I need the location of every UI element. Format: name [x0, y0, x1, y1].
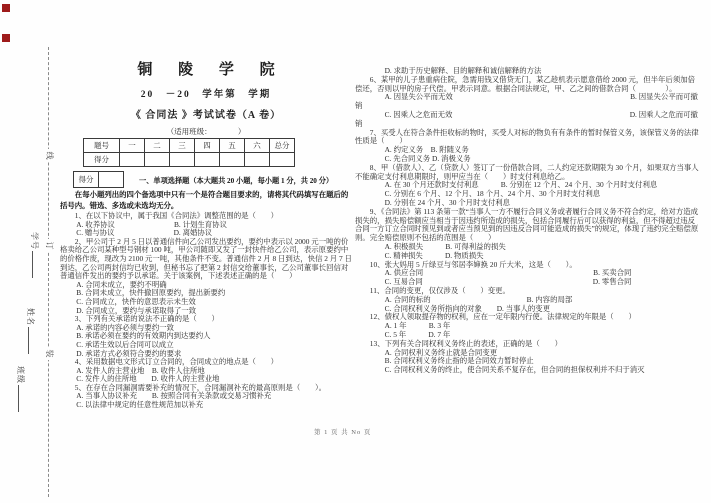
red-corner-mark: [2, 4, 10, 12]
score-cell: [270, 153, 295, 167]
option-line: C. 互易合同 D. 零售合同: [384, 277, 632, 287]
option-line: B. 合同未成立，快件撤回原要约，提出新要约: [76, 288, 226, 298]
score-col-2: 二: [145, 139, 170, 153]
option-line: A. 积极损失 B. 可得利益的损失: [384, 241, 506, 251]
question-stem: 4、采用数据电文形式订立合同的，合同成立的地点是（ ）: [74, 357, 279, 367]
option-line: C. 精神损失 D. 物质损失: [384, 250, 484, 260]
page-number-footer: 第 1 页 共 No 页: [314, 429, 372, 436]
question: [355, 313, 702, 339]
student-name-blank: [28, 327, 37, 354]
score-cell: [145, 153, 170, 167]
score-cell: [120, 153, 145, 167]
question: [355, 208, 702, 261]
questions-right-column: [355, 67, 702, 375]
student-name-field: [25, 308, 37, 354]
option-line: C. 承诺生效以后合同可以成立: [76, 339, 174, 349]
question: [355, 287, 702, 313]
question-stem: 8、甲（借款人）、乙（贷款人）签订了一份借款合同，二人约定还款期限为 30 个月，如果双方当事人不能确定支付利息期限时，则甲应当在（ ）时支付利息给乙。: [355, 162, 699, 181]
option-line: A. 合同未成立，要约不明确: [76, 279, 167, 289]
question-stem: 6、某甲的儿子患重病住院，急需用钱又借贷无门，某乙趁机表示愿意借给 2000 元，但半年后须加倍偿还，否则以甲的房子代偿。甲表示同意。根据合同法规定，甲、乙之间的借款合同（ ）。: [355, 74, 695, 93]
option-line: C. 赠与协议 D. 离婚协议: [76, 228, 213, 238]
section-score-label: 得分: [74, 172, 99, 188]
option-line: A. 供应合同 B. 买卖合同: [384, 268, 632, 278]
score-col-3: 三: [170, 139, 195, 153]
option-line: C. 发件人的住所地 D. 收件人的主营业地: [76, 374, 220, 384]
score-summary-table: [83, 138, 295, 167]
question: [355, 261, 702, 287]
option-line: D. 分别在 24 个月、30 个月时支付利息: [384, 197, 511, 207]
binding-char-ding: 订: [44, 239, 55, 252]
question-stem: 9、《合同法》第 113 条第一款“当事人一方不履行合同义务或者履行合同义务不符合约定，给对方造成损失的，损失赔偿额应当相当于因违约所造成的损失，包括合同履行后可以获得的利益，但不得超过违反合同一方订立合同时预见到或者应当预见到的因违反合同可能造成的损失”的规定，体现了违约完全赔偿原则。完全赔偿原则不包括的范围是（ ）: [355, 206, 699, 243]
score-cell: [195, 153, 220, 167]
question-stem: 1、在以下协议中，属于我国《合同法》调整范围的是（ ）: [74, 211, 279, 220]
question-stem: 2、甲公司于 2 月 5 日以普通信件向乙公司发出要约，要约中表示以 2000 元一吨的价格卖给乙公司某种型号钢材 100 吨，甲公司随即又发了一封快件给乙公司，表示原要约中的价格作废，现改为 2100 元一吨，其他条件不变。普通信件 2 月 8 日到达，快信 2 月 7 日到达，乙公司两封信均已收到，但秘书忘了把第 2 封信交给董事长，乙公司董事长回信对普通信件发出的要约予以承诺。关于该案例，下述表述正确的是（ ）: [60, 236, 352, 281]
exam-title: 《 合同法 》考试试卷（A 卷）: [130, 110, 282, 121]
student-id-label: 学号: [30, 232, 39, 250]
school-name: 铜 陵 学 院: [137, 62, 286, 78]
score-cell: [245, 153, 270, 167]
option-line: C. 以法律中规定的任意性规范加以补充: [76, 400, 204, 410]
section-score-box: [73, 171, 124, 188]
question-stem: 11、合同的变更，仅仅涉及（ ）变更。: [369, 285, 510, 295]
questions-left-column: [60, 212, 353, 410]
option-line: D. 合同成立，要约与承诺取得了一致: [76, 305, 197, 315]
question: [60, 212, 353, 238]
applicable-class-line: （适用班级： ）: [166, 127, 246, 136]
option-line: A. 1 年 B. 3 年: [384, 321, 451, 331]
option-line: C. 合同权利义务的终止，使合同关系不复存在，但合同的担保权利并不归于消灭: [384, 365, 645, 375]
option-line: A. 约定义务 B. 附随义务: [384, 145, 469, 155]
option-line: C. 5 年 D. 7 年: [384, 329, 451, 339]
question: [60, 315, 353, 358]
question-stem: 7、买受人在符合条件拒收标的物时，买受人对标的物负有有条件的暂时保管义务，该保管义务的法律性质是（ ）: [355, 127, 699, 146]
binding-char-xian: 线: [44, 149, 55, 162]
score-col-5: 五: [220, 139, 245, 153]
question: [355, 164, 702, 208]
option-line: B. 承诺必须在要约的有效期内到达要约人: [76, 331, 211, 341]
question-stem: 5、在存在合同漏洞需要补充的情况下，合同漏洞补充的最高原则是（ ）。: [74, 382, 327, 392]
section-one-instructions: 在每小题列出的四个备选项中只有一个是符合题目要求的，请将其代码填写在题后的括号内。错选、多选或未选均无分。: [60, 190, 349, 210]
class-label: 班级: [16, 366, 25, 384]
option-line: A. 承诺的内容必须与要约一致: [76, 322, 174, 332]
score-table-score-row: [84, 153, 295, 167]
question-stem: 13、下列有关合同权利义务终止的表述，正确的是（ ）: [369, 338, 562, 348]
option-line: C. 合同权利义务所指向的对象 D. 当事人的变更: [384, 303, 551, 313]
binding-char-zhuang: 装: [44, 347, 55, 360]
student-id-blank: [32, 251, 41, 278]
class-field: [15, 366, 27, 412]
paper-header: [58, 58, 354, 137]
score-cell: [170, 153, 195, 167]
question: [355, 76, 702, 129]
option-line: A. 在 30 个月还款时支付利息 B. 分别在 12 个月、24 个月、30 个月时支付利息: [384, 180, 658, 190]
score-col-4: 四: [195, 139, 220, 153]
question: [355, 340, 702, 375]
option-line: D. 承诺方式必须符合要约的要求: [76, 348, 182, 358]
option-line: A. 合同权利义务终止就是合同变更: [384, 347, 498, 357]
red-corner-mark: [2, 34, 10, 42]
question: [60, 384, 353, 410]
question-stem: 3、下列有关承诺的说法不正确的是（ ）: [74, 314, 219, 324]
carryover-option-line: D. 求助于历史解释、目的解释和诚信解释的方法: [384, 66, 542, 75]
binding-dashed-line: [45, 47, 54, 497]
option-line: C. 先合同义务 D. 消极义务: [384, 153, 471, 163]
score-col-total: 总分: [270, 139, 295, 153]
question-stem: 10、张大妈用 5 斤绿豆与邻居李婶换 20 斤大米，这是（ ）。: [369, 259, 577, 269]
option-line: C. 因乘人之危而无效 D. 因乘人之危而可撤销: [355, 109, 698, 128]
question: [60, 358, 353, 384]
option-line: B. 合同权利义务终止指的是合同效力暂时停止: [384, 356, 534, 366]
option-line: A. 当事人协议补充 B. 按照合同有关条款或交易习惯补充: [76, 391, 272, 401]
option-line: A. 因显失公平而无效 B. 因显失公平而可撤销: [355, 92, 698, 111]
section-score-blank-cell: [99, 172, 124, 188]
section-one-title: 一、单项选择题（本大题共 20 小题，每小题 1 分，共 20 分）: [139, 177, 334, 185]
question: [60, 238, 353, 315]
option-line: A. 收养协议 B. 计划生育协议: [76, 219, 227, 229]
term-line: 20 －20 学年第 学期: [140, 90, 272, 100]
class-blank: [18, 385, 27, 412]
score-col-6: 六: [245, 139, 270, 153]
option-line: A. 合同的标的 B. 内容的局部: [384, 294, 573, 304]
right-column-questions: [355, 76, 702, 375]
question: [355, 129, 702, 164]
student-id-field: [29, 232, 41, 278]
option-line: A. 发件人的主营业地 B. 收件人住所地: [76, 365, 205, 375]
score-col-1: 一: [120, 139, 145, 153]
score-col-label: 题号: [84, 139, 120, 153]
question-stem: 12、债权人领取提存物的权利，应在一定年限内行使。法律规定的年限是（ ）: [369, 312, 636, 322]
option-line: C. 分别在 6 个月、12 个月、18 个月、24 个月、30 个月时支付利息: [384, 189, 601, 199]
score-cell: [220, 153, 245, 167]
student-name-label: 姓名: [26, 308, 35, 326]
score-table-header-row: [84, 139, 295, 153]
score-row-label: 得分: [84, 153, 120, 167]
option-line: C. 合同成立，快件的意思表示未生效: [76, 296, 196, 306]
